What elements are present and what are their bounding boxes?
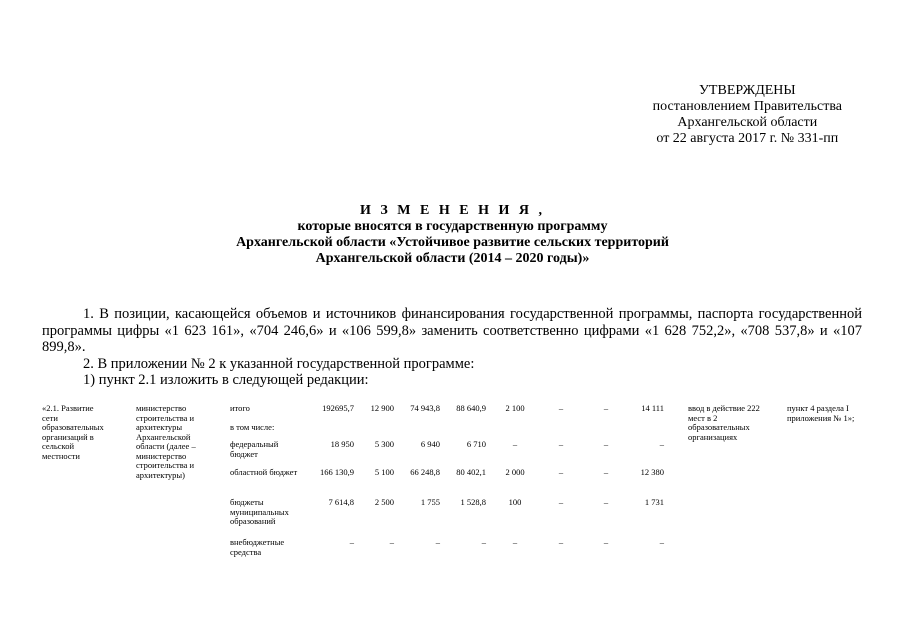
table-cell: – [435,537,440,547]
table-cell: 1 528,8 [460,497,486,507]
table-cell: 1 755 [420,497,440,507]
table-cell: 2 100 [505,403,525,413]
table-cell: 2 000 [505,467,525,477]
table-cell: 7 614,8 [328,497,354,507]
table-cell: – [349,537,354,547]
table-cell: 5 100 [374,467,394,477]
approval-title: УТВЕРЖДЕНЫ [699,83,796,98]
heading-line: Архангельской области «Устойчивое развитие сельских территорий [236,235,669,250]
paragraph-3: 1) пункт 2.1 изложить в следующей редакции: [83,372,369,388]
table-cell: – [558,497,564,507]
table-row-label: внебюджетные средства [230,537,285,557]
table-cell: 6 940 [420,439,440,449]
heading-line: которые вносятся в государственную программу [297,219,608,234]
table-cell: 5 300 [374,439,394,449]
approval-line: Архангельской области [677,115,818,130]
table-link: пункт 4 раздела I приложения № 1»; [787,403,855,423]
table-cell: 66 248,8 [410,467,440,477]
table-cell: – [512,439,518,449]
table-cell: – [603,467,609,477]
table-cell: 74 943,8 [410,403,440,413]
table-cell: – [603,537,609,547]
body-text [42,306,862,389]
table-row-label: в том числе: [230,422,275,432]
table-cell: 192695,7 [322,403,354,413]
table-cell: – [481,537,486,547]
document-heading [0,203,905,267]
approval-stamp [653,83,842,147]
table-cell: 12 900 [370,403,394,413]
table-cell: – [603,497,609,507]
table-cell: 18 950 [330,439,354,449]
table-cell: – [659,537,664,547]
approval-line: постановлением Правительства [652,99,842,114]
table-cell: 1 731 [644,497,664,507]
table-cell: 12 380 [640,467,664,477]
table-row-label: бюджеты муниципальных образований [230,497,289,526]
table-cell: – [659,439,664,449]
table-cell: – [558,403,564,413]
table-row-label: областной бюджет [230,467,298,477]
table-cell: – [603,439,609,449]
table-row-label: федеральный бюджет [230,439,279,459]
table-cell: 100 [508,497,522,507]
table-cell: – [603,403,609,413]
table-cell: – [558,467,564,477]
table-executor: министерство строительства и архитектуры Архангельской области (далее – министерство строительства и архитектуры) [136,403,196,480]
table-cell: – [512,537,518,547]
paragraph-1: 1. В позиции, касающейся объемов и источников финансирования государственной программы, паспорта государственной программы цифры «1 623 161», «704 246,6» и «106 599,8» заменить соответственно цифрами «1 628 752,2», «708 537,8» и «107 899,8». [42,306,862,355]
table-cell: 80 402,1 [456,467,486,477]
table-cell: 2 500 [374,497,394,507]
table-item-name: «2.1. Развитие сети образовательных организаций в сельской местности [42,403,104,461]
table-cell: 166 130,9 [320,467,354,477]
heading-line: Архангельской области (2014 – 2020 годы)» [315,251,590,266]
paragraph-2: 2. В приложении № 2 к указанной государственной программе: [83,355,475,372]
table-result: ввод в действие 222 мест в 2 образовательных организациях [688,403,760,442]
approval-date: от 22 августа 2017 г. № 331-пп [656,131,839,146]
table-cell: – [389,537,394,547]
table-cell: 88 640,9 [456,403,486,413]
table-cell: – [558,537,564,547]
table-row-label: итого [230,403,250,413]
table-cell: 14 111 [641,403,664,413]
table-cell: 6 710 [466,439,486,449]
table-cell: – [558,439,564,449]
heading-title: И З М Е Н Е Н И Я , [360,203,545,218]
